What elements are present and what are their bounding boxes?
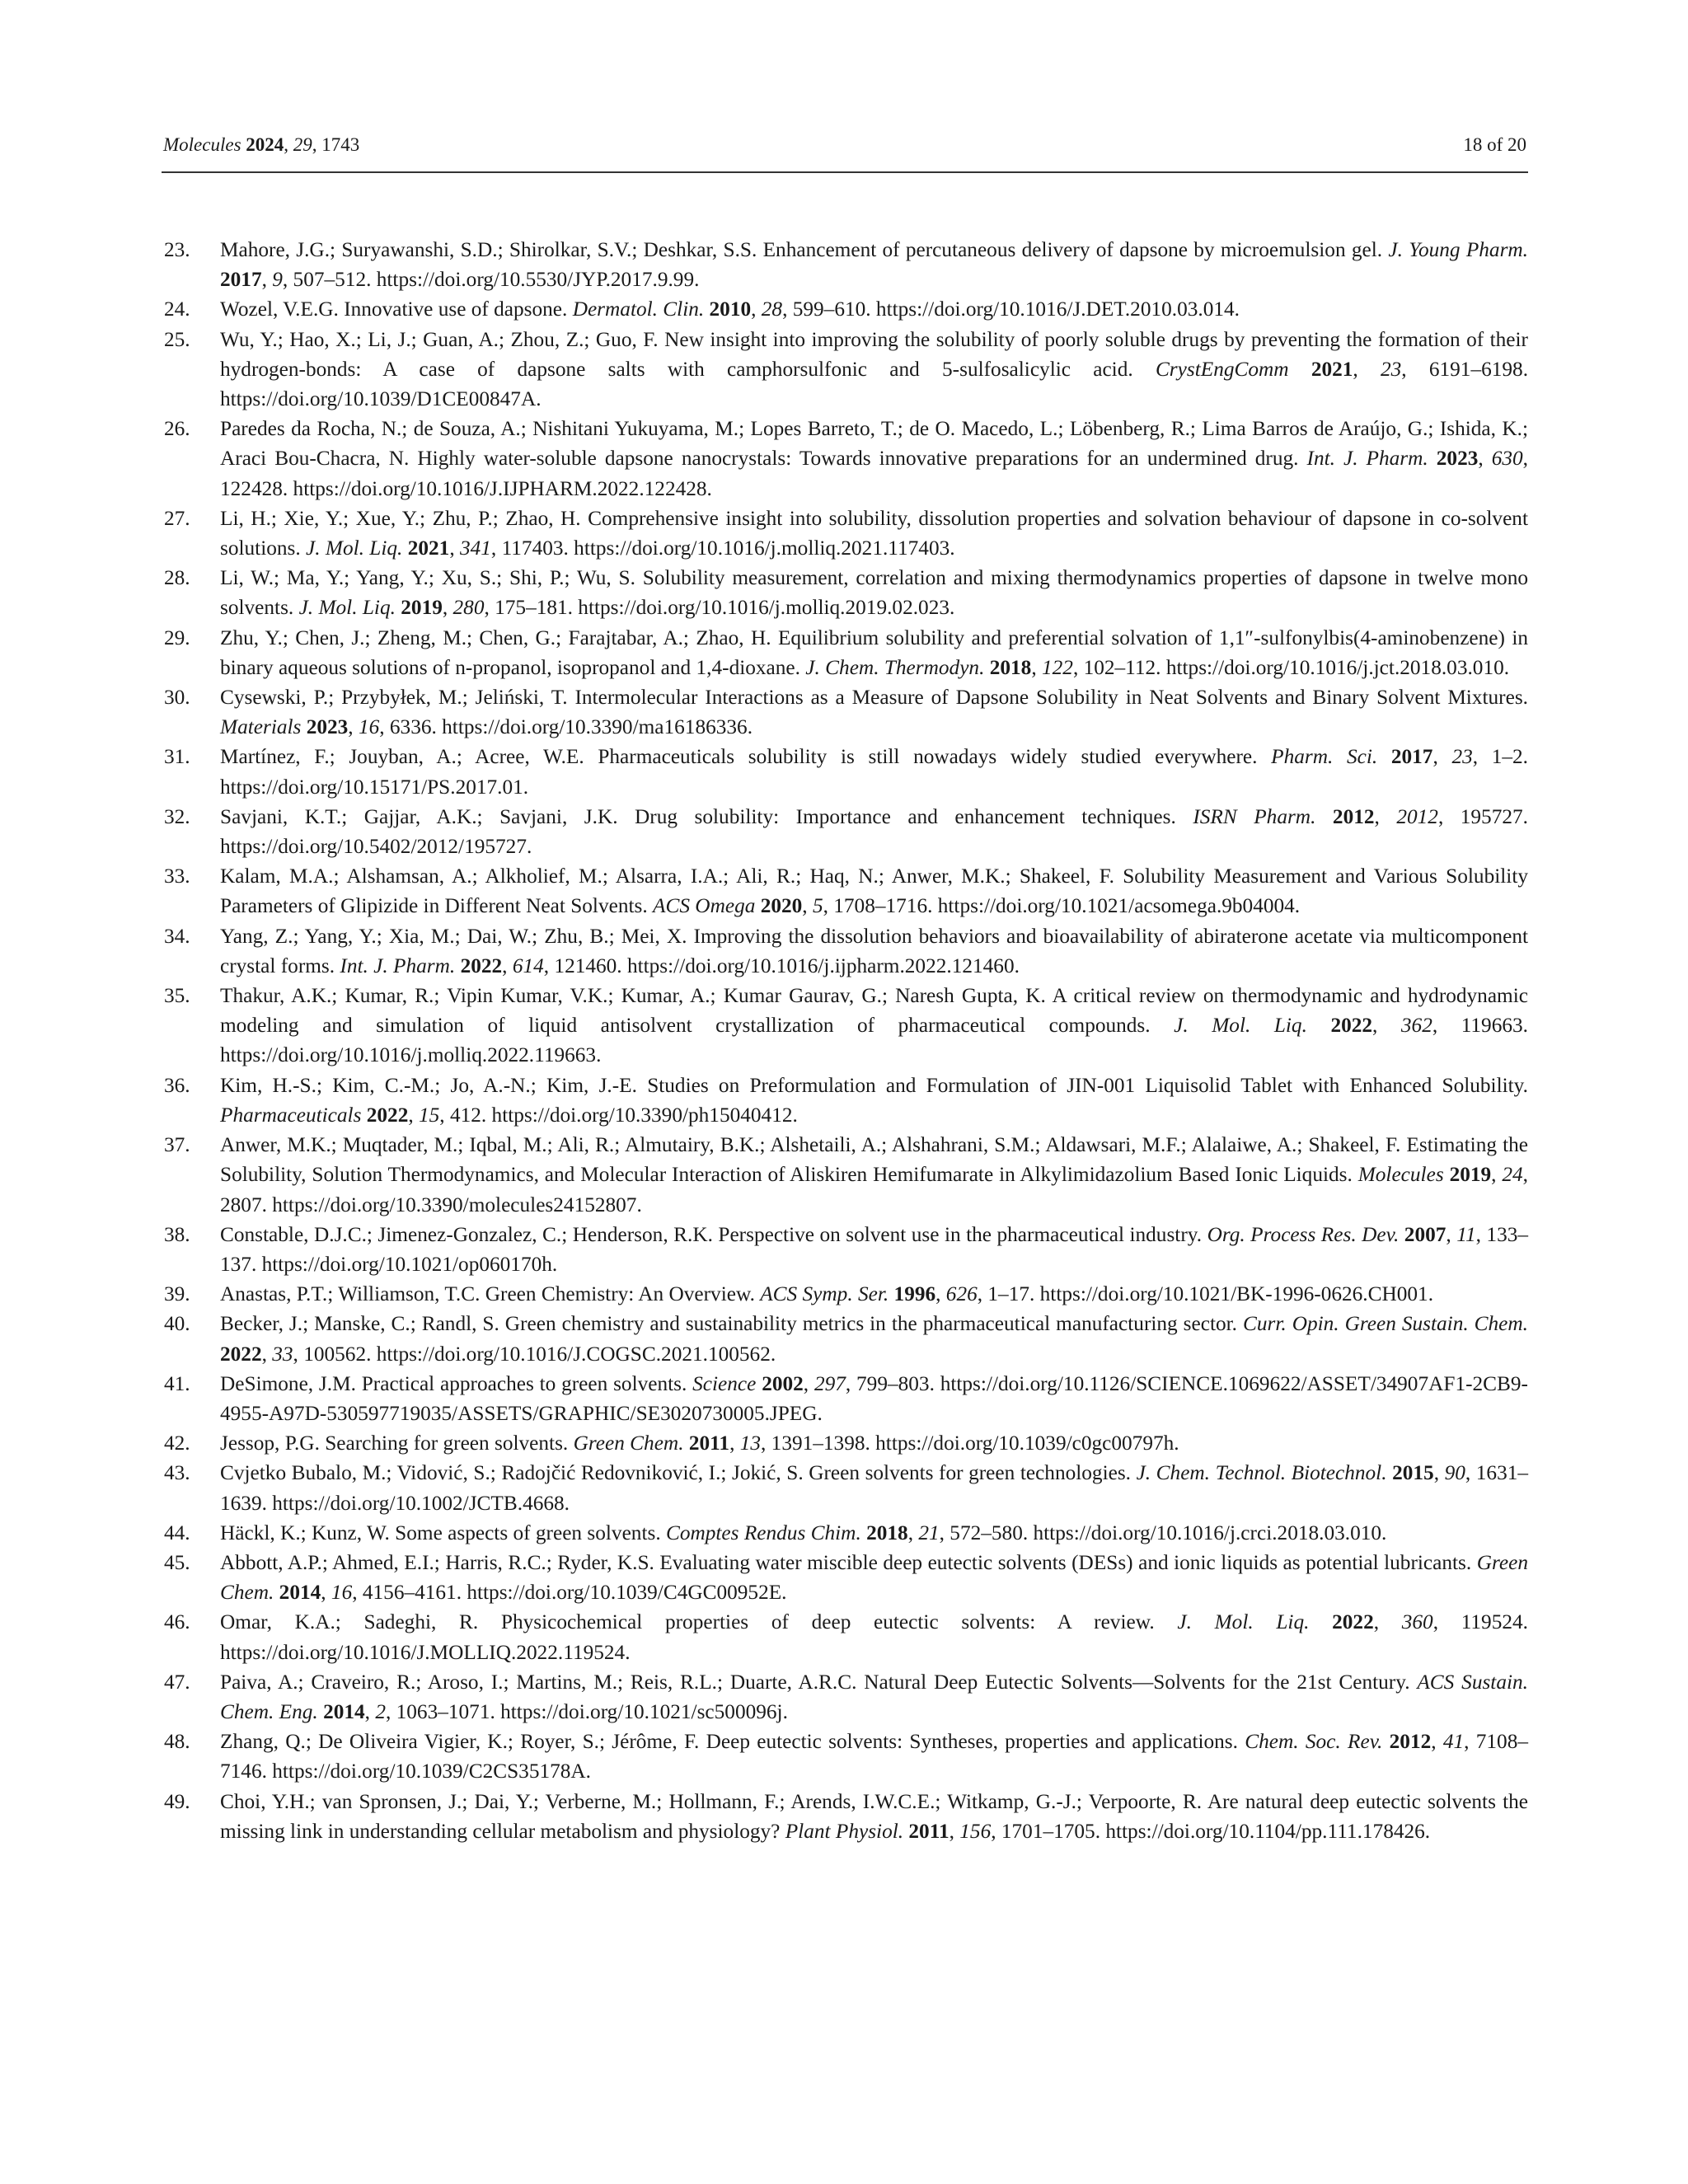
reference-year: 2022 xyxy=(366,1103,409,1127)
reference-segment: , 1–17. https://doi.org/10.1021/BK-1996-0626.CH001. xyxy=(977,1282,1434,1306)
reference-segment xyxy=(1289,358,1311,381)
reference-number: 34. xyxy=(164,924,190,948)
reference-text xyxy=(220,1790,1528,1843)
journal-citation: Molecules 2024, 29, 1743 xyxy=(163,134,360,155)
reference-year: 2012 xyxy=(1332,804,1375,828)
reference-number: 23. xyxy=(164,238,190,261)
reference-italic: Int. J. Pharm. xyxy=(340,954,456,977)
reference-italic: J. Young Pharm. xyxy=(1388,238,1529,261)
reference-segment: , 1391–1398. https://doi.org/10.1039/c0gc00797h. xyxy=(761,1432,1179,1455)
reference-year: 2021 xyxy=(1311,357,1353,381)
reference-segment: , 121460. https://doi.org/10.1016/j.ijpharm.2022.121460. xyxy=(543,954,1020,977)
reference-item xyxy=(162,1220,1528,1279)
reference-number: 42. xyxy=(164,1432,190,1455)
reference-item xyxy=(162,294,1528,324)
reference-italic: 23 xyxy=(1381,357,1402,381)
reference-italic: 28 xyxy=(761,298,783,321)
reference-item xyxy=(162,623,1528,682)
reference-segment: , 412. https://doi.org/10.3390/ph15040412. xyxy=(439,1103,798,1127)
reference-number: 48. xyxy=(164,1730,190,1754)
reference-item xyxy=(162,742,1528,801)
reference-segment: , 1701–1705. https://doi.org/10.1104/pp.111.178426. xyxy=(991,1819,1431,1843)
reference-number: 40. xyxy=(164,1312,190,1336)
reference-text xyxy=(220,984,1528,1066)
reference-text xyxy=(220,1551,1528,1604)
reference-number: 44. xyxy=(164,1521,190,1544)
reference-text xyxy=(220,328,1528,410)
reference-text xyxy=(220,1372,1528,1425)
reference-item xyxy=(162,563,1528,622)
reference-item xyxy=(162,1548,1528,1607)
reference-segment: Anwer, M.K.; Muqtader, M.; Iqbal, M.; Ali, R.; Almutairy, B.K.; Alshetaili, A.; Alshahrani, S.M.; Aldawsari, M.F.; Alalaiwe, A.; Shakeel, F. Estimating the Solubility, Solution Thermodynamics, and Molecular Interaction of Aliskiren Hemifumarate in Alkylimidazolium Based Ionic Liquids. xyxy=(220,1133,1528,1187)
reference-number: 43. xyxy=(164,1461,190,1485)
reference-item xyxy=(162,1458,1528,1517)
reference-item xyxy=(162,861,1528,921)
reference-italic: Molecules xyxy=(1357,1163,1444,1187)
reference-segment: , xyxy=(1373,1610,1402,1634)
reference-number: 36. xyxy=(164,1073,190,1097)
reference-italic: J. Chem. Technol. Biotechnol. xyxy=(1136,1461,1387,1485)
reference-item xyxy=(162,235,1528,294)
reference-item xyxy=(162,325,1528,415)
reference-text xyxy=(220,626,1528,679)
reference-italic: 360 xyxy=(1401,1610,1433,1634)
reference-item xyxy=(162,1309,1528,1368)
reference-list xyxy=(162,235,1528,1846)
reference-segment xyxy=(1428,447,1437,470)
reference-text xyxy=(220,805,1528,858)
reference-italic: 630 xyxy=(1491,447,1523,471)
reference-italic: J. Mol. Liq. xyxy=(1177,1610,1310,1634)
reference-year: 2022 xyxy=(220,1342,262,1366)
reference-segment: Anastas, P.T.; Williamson, T.C. Green Chemistry: An Overview. xyxy=(220,1282,761,1306)
reference-italic: 2012 xyxy=(1396,804,1438,828)
reference-text xyxy=(220,745,1528,798)
reference-text xyxy=(220,1610,1528,1663)
reference-number: 28. xyxy=(164,566,190,590)
reference-segment: , xyxy=(1372,1014,1401,1038)
reference-number: 38. xyxy=(164,1222,190,1246)
reference-year: 2007 xyxy=(1404,1222,1447,1246)
page-number: 18 of 20 xyxy=(1463,134,1526,155)
reference-segment: Jessop, P.G. Searching for green solvents. xyxy=(220,1432,574,1455)
reference-segment: , xyxy=(729,1432,740,1455)
reference-segment: Li, W.; Ma, Y.; Yang, Y.; Xu, S.; Shi, P.; Wu, S. Solubility measurement, correlation and mixing thermodynamics properties of dapsone in twelve mono solvents. xyxy=(220,566,1528,620)
reference-number: 32. xyxy=(164,804,190,828)
reference-segment: Martínez, F.; Jouyban, A.; Acree, W.E. Pharmaceuticals solubility is still nowadays widely studied everywhere. xyxy=(220,745,1272,769)
reference-text xyxy=(220,1671,1528,1723)
reference-number: 33. xyxy=(164,865,190,888)
reference-italic: 13 xyxy=(739,1432,762,1455)
reference-year: 2018 xyxy=(989,655,1032,679)
reference-number: 29. xyxy=(164,626,190,649)
reference-italic: Dermatol. Clin. xyxy=(572,298,705,321)
journal-name: Molecules xyxy=(163,134,241,155)
reference-segment: , xyxy=(348,715,359,739)
reference-year: 2002 xyxy=(762,1371,804,1395)
reference-number: 24. xyxy=(164,298,190,321)
reference-italic: 2 xyxy=(375,1699,386,1723)
reference-segment: , 7108–7146. https://doi.org/10.1039/C2CS35178A. xyxy=(220,1730,1528,1783)
reference-segment: , xyxy=(907,1521,919,1544)
reference-text xyxy=(220,1432,1179,1455)
reference-italic: Green Chem. xyxy=(573,1432,684,1455)
reference-item xyxy=(162,981,1528,1071)
reference-segment: Kim, H.-S.; Kim, C.-M.; Jo, A.-N.; Kim, J.-E. Studies on Preformulation and Formulation of JIN-001 Liquisolid Tablet with Enhanced Solubility. xyxy=(220,1073,1528,1097)
reference-segment: , xyxy=(949,1819,960,1843)
reference-segment: Thakur, A.K.; Kumar, R.; Vipin Kumar, V.K.; Kumar, A.; Kumar Gaurav, G.; Naresh Gupta, K. A critical review on thermodynamic and hydrodynamic modeling and simulation of liquid antisolvent crystallization of pharmaceutical compounds. xyxy=(220,984,1528,1038)
reference-italic: J. Mol. Liq. xyxy=(1174,1014,1307,1038)
reference-segment xyxy=(1315,805,1333,828)
reference-segment: , xyxy=(449,537,460,560)
reference-segment: Abbott, A.P.; Ahmed, E.I.; Harris, R.C.; Ryder, K.S. Evaluating water miscible deep eutectic solvents (DESs) and ionic liquids as potential lubricants. xyxy=(220,1550,1477,1574)
reference-number: 39. xyxy=(164,1282,190,1306)
reference-segment: , 799–803. https://doi.org/10.1126/SCIENCE.1069622/ASSET/34907AF1-2CB9-4955-A97D-530597719035/ASSETS/GRAPHIC/SE3020730005.JPEG. xyxy=(220,1371,1528,1425)
reference-item xyxy=(162,1607,1528,1666)
reference-text xyxy=(220,417,1528,499)
reference-italic: 341 xyxy=(459,537,491,560)
reference-text xyxy=(220,865,1528,917)
reference-year: 2015 xyxy=(1392,1461,1434,1485)
reference-text xyxy=(220,507,1528,560)
reference-year: 2011 xyxy=(908,1819,950,1843)
reference-italic: 21 xyxy=(918,1521,940,1544)
reference-year: 2017 xyxy=(1390,745,1433,769)
reference-number: 46. xyxy=(164,1610,190,1634)
reference-segment: Cysewski, P.; Przybyłek, M.; Jeliński, T. Intermolecular Interactions as a Measure of Dapsone Solubility in Neat Solvents and Binary Solvent Mixtures. xyxy=(220,686,1528,710)
reference-segment: , xyxy=(1432,745,1452,769)
reference-segment: , 4156–4161. https://doi.org/10.1039/C4GC00952E. xyxy=(352,1581,787,1605)
reference-italic: 362 xyxy=(1400,1014,1432,1038)
reference-item xyxy=(162,1518,1528,1548)
reference-item xyxy=(162,921,1528,981)
reference-italic: 90 xyxy=(1444,1461,1465,1485)
reference-segment: Mahore, J.G.; Suryawanshi, S.D.; Shirolkar, S.V.; Deshkar, S.S. Enhancement of percutaneous delivery of dapsone by microemulsion gel. xyxy=(220,238,1389,261)
reference-segment: , 507–512. https://doi.org/10.5530/JYP.2017.9.99. xyxy=(282,268,700,292)
reference-segment: Choi, Y.H.; van Spronsen, J.; Dai, Y.; Verberne, M.; Hollmann, F.; Arends, I.W.C.E.; Witkamp, G.-J.; Verpoorte, R. Are natural deep eutectic solvents the missing link in understanding cellular metabolism and physiology? xyxy=(220,1789,1528,1843)
reference-year: 2022 xyxy=(1332,1610,1374,1634)
reference-segment: Zhu, Y.; Chen, J.; Zheng, M.; Chen, G.; Farajtabar, A.; Zhao, H. Equilibrium solubility and preferential solvation of 1,1″-sulfonylbis(4-aminobenzene) in binary aqueous solutions of n-propanol, isopropanol and 1,4-dioxane. xyxy=(220,626,1528,679)
reference-text xyxy=(220,1521,1386,1544)
reference-italic: Science xyxy=(692,1371,757,1395)
reference-segment xyxy=(1307,1014,1331,1037)
reference-segment: , xyxy=(442,596,453,620)
reference-item xyxy=(162,682,1528,742)
reference-segment: , 100562. https://doi.org/10.1016/J.COGSC.2021.100562. xyxy=(293,1342,776,1366)
reference-segment: , xyxy=(364,1699,376,1723)
reference-year: 2017 xyxy=(220,268,262,292)
reference-segment: DeSimone, J.M. Practical approaches to green solvents. xyxy=(220,1371,693,1395)
reference-number: 49. xyxy=(164,1789,190,1813)
reference-year: 2019 xyxy=(1449,1163,1492,1187)
reference-segment: , 195727. https://doi.org/10.5402/2012/195727. xyxy=(220,804,1528,859)
reference-segment: Häckl, K.; Kunz, W. Some aspects of green solvents. xyxy=(220,1521,666,1544)
reference-italic: 156 xyxy=(959,1819,992,1843)
reference-italic: Int. J. Pharm. xyxy=(1306,447,1428,471)
reference-item xyxy=(162,1071,1528,1130)
reference-text xyxy=(220,566,1528,619)
reference-item xyxy=(162,1667,1528,1727)
reference-segment: Yang, Z.; Yang, Y.; Xia, M.; Dai, W.; Zhu, B.; Mei, X. Improving the dissolution behaviors and bioavailability of abiraterone acetate via multicomponent crystal forms. xyxy=(220,924,1528,977)
reference-segment: , xyxy=(502,954,513,977)
reference-year: 2022 xyxy=(1330,1014,1373,1038)
reference-italic: 33 xyxy=(272,1342,293,1366)
reference-italic: 122 xyxy=(1041,655,1073,679)
reference-segment: , xyxy=(1433,1461,1445,1485)
reference-item xyxy=(162,1428,1528,1458)
reference-segment: , xyxy=(802,894,813,918)
reference-year: 2023 xyxy=(306,715,349,739)
reference-segment: , xyxy=(321,1581,331,1605)
reference-segment: , 599–610. https://doi.org/10.1016/J.DET.2010.03.014. xyxy=(782,298,1240,321)
reference-segment: , 119524. https://doi.org/10.1016/J.MOLLIQ.2022.119524. xyxy=(220,1610,1528,1664)
reference-italic: 11 xyxy=(1456,1222,1476,1246)
reference-number: 25. xyxy=(164,327,190,351)
reference-segment: , xyxy=(1374,804,1397,828)
reference-text xyxy=(220,1730,1528,1783)
reference-text xyxy=(220,1223,1528,1276)
reference-text xyxy=(220,1312,1528,1365)
reference-italic: 626 xyxy=(945,1282,978,1306)
reference-text xyxy=(220,1461,1528,1514)
reference-italic: Plant Physiol. xyxy=(785,1819,904,1843)
reference-segment: , 1063–1071. https://doi.org/10.1021/sc500096j. xyxy=(385,1699,788,1723)
reference-segment: Paredes da Rocha, N.; de Souza, A.; Nishitani Yukuyama, M.; Lopes Barreto, T.; de O. Macedo, L.; Löbenberg, R.; Lima Barros de Araújo, G.; Ishida, K.; Araci Bou-Chacra, N. Highly water-soluble dapsone nanocrystals: Towards innovative preparations for an undermined drug. xyxy=(220,417,1528,471)
reference-segment: , xyxy=(261,268,273,292)
reference-italic: ISRN Pharm. xyxy=(1193,804,1316,828)
reference-item xyxy=(162,414,1528,504)
reference-segment xyxy=(1382,1730,1389,1753)
reference-italic: Comptes Rendus Chim. xyxy=(665,1521,861,1544)
reference-italic: 23 xyxy=(1451,745,1473,769)
reference-italic: 5 xyxy=(812,894,823,918)
reference-italic: J. Mol. Liq. xyxy=(306,537,403,560)
reference-year: 1996 xyxy=(893,1282,936,1306)
reference-text xyxy=(220,238,1528,291)
reference-year: 2010 xyxy=(709,298,752,321)
reference-number: 26. xyxy=(164,417,190,441)
reference-year: 2011 xyxy=(688,1432,730,1455)
reference-year: 2023 xyxy=(1436,447,1479,471)
reference-italic: ACS Symp. Ser. xyxy=(760,1282,889,1306)
reference-segment: , 133–137. https://doi.org/10.1021/op060170h. xyxy=(220,1222,1529,1276)
reference-text xyxy=(220,298,1240,321)
reference-segment: , xyxy=(1478,447,1492,471)
reference-segment: , xyxy=(935,1282,946,1306)
reference-segment: Li, H.; Xie, Y.; Xue, Y.; Zhu, P.; Zhao, H. Comprehensive insight into solubility, dissolution properties and solvation behaviour of dapsone in co-solvent solutions. xyxy=(220,506,1528,560)
reference-text xyxy=(220,925,1528,977)
reference-text xyxy=(220,1282,1433,1305)
reference-number: 41. xyxy=(164,1371,190,1395)
reference-segment: , xyxy=(1353,357,1381,381)
reference-segment: Kalam, M.A.; Alshamsan, A.; Alkholief, M.; Alsarra, I.A.; Ali, R.; Haq, N.; Anwer, M.K.; Shakeel, F. Solubility Measurement and Various Solubility Parameters of Glipizide in Different Neat Solvents. xyxy=(220,865,1528,918)
reference-segment xyxy=(1377,745,1391,768)
reference-italic: 41 xyxy=(1442,1730,1465,1754)
reference-text xyxy=(220,1133,1528,1216)
reference-segment: , 122428. https://doi.org/10.1016/J.IJPHARM.2022.122428. xyxy=(220,447,1528,500)
reference-number: 27. xyxy=(164,506,190,530)
journal-volume: 29 xyxy=(293,134,312,155)
reference-number: 47. xyxy=(164,1670,190,1694)
reference-italic: 9 xyxy=(272,268,283,292)
reference-italic: Materials xyxy=(220,715,302,739)
reference-item xyxy=(162,504,1528,563)
reference-item xyxy=(162,802,1528,861)
reference-segment: , xyxy=(1491,1163,1503,1187)
reference-year: 2020 xyxy=(760,894,803,918)
reference-segment: , xyxy=(1031,655,1042,679)
reference-segment: , 117403. https://doi.org/10.1016/j.molliq.2021.117403. xyxy=(490,537,955,560)
reference-number: 31. xyxy=(164,745,190,769)
reference-number: 30. xyxy=(164,686,190,710)
reference-italic: ACS Sustain. Chem. Eng. xyxy=(220,1670,1528,1723)
reference-text xyxy=(220,1074,1528,1127)
reference-italic: ACS Omega xyxy=(653,894,756,918)
reference-year: 2018 xyxy=(866,1521,908,1544)
reference-number: 37. xyxy=(164,1133,190,1157)
reference-segment: , 175–181. https://doi.org/10.1016/j.molliq.2019.02.023. xyxy=(484,596,955,620)
reference-number: 35. xyxy=(164,984,190,1008)
reference-segment: Paiva, A.; Craveiro, R.; Aroso, I.; Martins, M.; Reis, R.L.; Duarte, A.R.C. Natural Deep Eutectic Solvents—Solvents for the 21st Century. xyxy=(220,1670,1418,1694)
reference-segment: , xyxy=(751,298,762,321)
reference-segment: , 6191–6198. https://doi.org/10.1039/D1CE00847A. xyxy=(220,357,1529,411)
reference-year: 2012 xyxy=(1389,1730,1432,1754)
reference-italic: J. Chem. Thermodyn. xyxy=(805,655,985,679)
reference-italic: 16 xyxy=(358,715,380,739)
reference-item xyxy=(162,1279,1528,1309)
reference-segment: , xyxy=(261,1342,273,1366)
reference-item xyxy=(162,1727,1528,1786)
reference-segment xyxy=(1309,1610,1332,1633)
reference-year: 2022 xyxy=(460,954,503,977)
reference-segment: , xyxy=(408,1103,419,1127)
reference-segment: Constable, D.J.C.; Jimenez-Gonzalez, C.; Henderson, R.K. Perspective on solvent use in the pharmaceutical industry. xyxy=(220,1222,1207,1246)
reference-segment: Omar, K.A.; Sadeghi, R. Physicochemical properties of deep eutectic solvents: A review. xyxy=(220,1610,1178,1634)
reference-item xyxy=(162,1130,1528,1220)
reference-italic: Pharm. Sci. xyxy=(1271,745,1378,769)
reference-year: 2021 xyxy=(407,537,450,560)
reference-italic: 15 xyxy=(419,1103,440,1127)
reference-segment: , xyxy=(1446,1222,1457,1246)
reference-segment: , xyxy=(803,1371,814,1395)
reference-italic: Curr. Opin. Green Sustain. Chem. xyxy=(1242,1312,1528,1336)
reference-item xyxy=(162,1369,1528,1428)
reference-segment: Wu, Y.; Hao, X.; Li, J.; Guan, A.; Zhou, Z.; Guo, F. New insight into improving the solubility of poorly soluble drugs by preventing the formation of their hydrogen-bonds: A case of dapsone salts with camphorsulfonic and 5-sulfosalicylic acid. xyxy=(220,327,1528,381)
reference-segment: , 572–580. https://doi.org/10.1016/j.crci.2018.03.010. xyxy=(939,1521,1387,1544)
page-header xyxy=(162,132,1528,173)
reference-segment: , 1708–1716. https://doi.org/10.1021/acsomega.9b04004. xyxy=(823,894,1301,918)
reference-italic: 280 xyxy=(452,596,485,620)
reference-segment: , 102–112. https://doi.org/10.1016/j.jct.2018.03.010. xyxy=(1072,655,1510,679)
reference-segment: , 119663. https://doi.org/10.1016/j.molliq.2022.119663. xyxy=(220,1014,1528,1067)
reference-italic: Org. Process Res. Dev. xyxy=(1207,1222,1400,1246)
reference-segment: Zhang, Q.; De Oliveira Vigier, K.; Royer, S.; Jérôme, F. Deep eutectic solvents: Syntheses, properties and applications. xyxy=(220,1730,1245,1754)
reference-italic: Chem. Soc. Rev. xyxy=(1245,1730,1383,1754)
reference-text xyxy=(220,686,1528,738)
reference-item xyxy=(162,1787,1528,1846)
reference-italic: Green Chem. xyxy=(220,1550,1528,1605)
reference-italic: 297 xyxy=(814,1371,846,1395)
reference-italic: J. Mol. Liq. xyxy=(298,596,396,620)
reference-number: 45. xyxy=(164,1550,190,1574)
reference-italic: CrystEngComm xyxy=(1155,357,1289,381)
reference-segment: , xyxy=(1431,1730,1443,1754)
reference-year: 2014 xyxy=(279,1581,321,1605)
reference-segment: Wozel, V.E.G. Innovative use of dapsone. xyxy=(220,298,573,321)
reference-segment: , 2807. https://doi.org/10.3390/molecules24152807. xyxy=(220,1163,1528,1216)
reference-italic: Pharmaceuticals xyxy=(220,1103,362,1127)
reference-italic: 24 xyxy=(1502,1163,1523,1187)
reference-segment: Savjani, K.T.; Gajjar, A.K.; Savjani, J.K. Drug solubility: Importance and enhancement techniques. xyxy=(220,804,1193,828)
reference-segment: Becker, J.; Manske, C.; Randl, S. Green chemistry and sustainability metrics in the pharmaceutical manufacturing sector. xyxy=(220,1312,1243,1336)
reference-segment xyxy=(1444,1163,1450,1186)
reference-year: 2014 xyxy=(323,1699,365,1723)
article-number: 1743 xyxy=(321,134,360,155)
reference-year: 2019 xyxy=(401,596,443,620)
reference-segment: Cvjetko Bubalo, M.; Vidović, S.; Radojčić Redovniković, I.; Jokić, S. Green solvents for green technologies. xyxy=(220,1461,1137,1485)
journal-year: 2024 xyxy=(246,134,284,155)
reference-italic: 16 xyxy=(331,1581,353,1605)
reference-italic: 614 xyxy=(512,954,544,977)
reference-segment: , 1–2. https://doi.org/10.15171/PS.2017.01. xyxy=(220,745,1528,799)
reference-segment: , 1631–1639. https://doi.org/10.1002/JCTB.4668. xyxy=(220,1461,1529,1515)
reference-segment: , 6336. https://doi.org/10.3390/ma16186336. xyxy=(379,715,753,739)
